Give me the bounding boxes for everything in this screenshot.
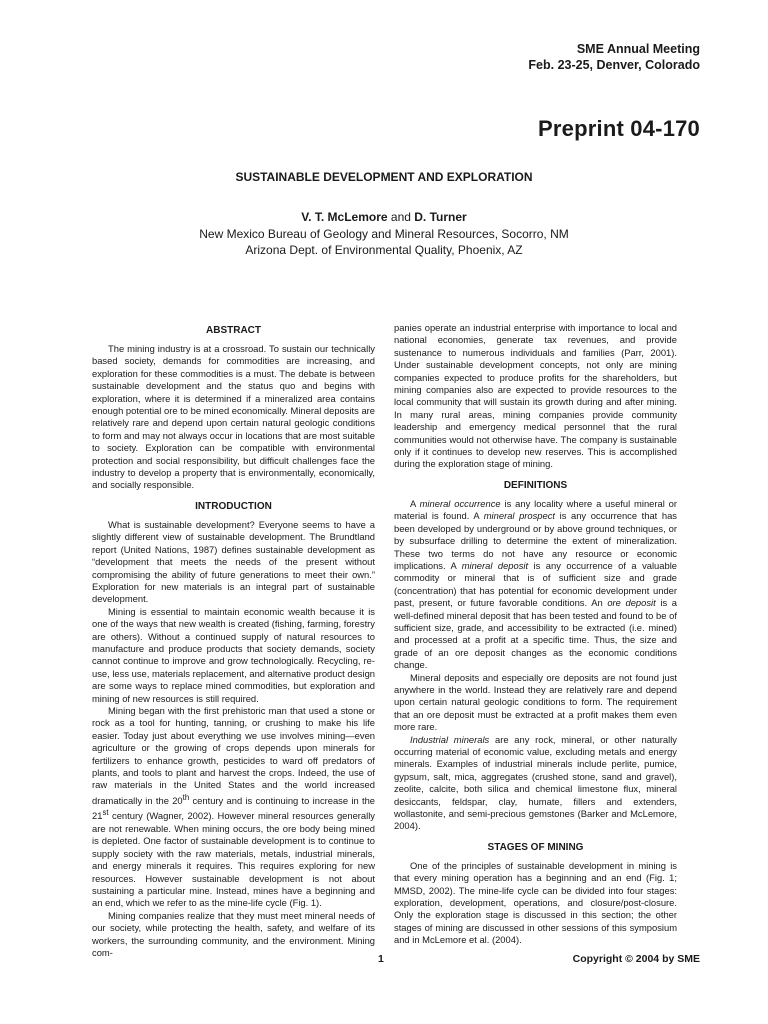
definitions-paragraph-1: [394, 498, 677, 672]
intro-continuation: panies operate an industrial enterprise with importance to local and national economies, generate tax revenues, and provide sustenance to numerous individuals and families (Parr, 2001). Under sustainable development concepts, not only are mining companies expected to produce profits for the shareholders, but mining companies also are expected to provide resources to the local community that will sustain its growth during and after mining. In many rural areas, mining companies provide community leadership and emergency medical personnel that the rural communities would not otherwise have. The company is sustainable only if it continues to develop new reserves. This is accomplished during the exploration stage of mining.: [394, 322, 677, 470]
intro-paragraph-2: Mining is essential to maintain economic wealth because it is one of the ways that new wealth is created (fishing, farming, forestry are others). Without a continued supply of natural resources to manufacture and produce products that society demands, society cannot continue to improve and grow technologically. Recycling, re-use, less use, materials replacement, and alternative product design are some ways to replace mined commodities, but exploration and mining of new resources is still required.: [92, 605, 375, 704]
author-conjunction: and: [390, 210, 411, 224]
right-column: [394, 322, 677, 947]
intro-p3-part-a: Mining began with the first prehistoric man that used a stone or rock as a tool for hunting, tanning, or crushing to make his life easier. Today just about everything we use involves mining—even agriculture or the growing of crops depends upon minerals for fertilizers to enhance growth, pesticides to ward off predators of plants, and tools to plant and harvest the crops. Indeed, the use of raw materials in the United States and the world increased dramatically in the 20: [92, 704, 375, 806]
superscript-st: st: [102, 808, 109, 818]
intro-paragraph-1: What is sustainable development? Everyone seems to have a slightly different view of sustainable development. The Brundtland report (United Nations, 1987) defines sustainable development as “development that meets the needs of the present without compromising the ability of future generations to meet their own.” Exploration for new materials is an integral part of sustainable development.: [92, 518, 375, 605]
superscript-th: th: [182, 792, 190, 802]
intro-paragraph-4: Mining companies realize that they must meet mineral needs of our society, while protecting the health, safety, and welfare of its workers, the surrounding community, and the environment. Mining com-: [92, 909, 375, 958]
def-text-e: is a well-defined mineral deposit that has been tested and found to be of sufficient size, grade, and accessibility to be extracted (i.e. mined) and processed at a profit at a specific time. Thus, the size and grade of an ore deposit changes as the economic conditions change.: [394, 597, 677, 671]
paper-title: SUSTAINABLE DEVELOPMENT AND EXPLORATION: [235, 170, 533, 184]
stages-paragraph-1: One of the principles of sustainable development in mining is that every mining operation has a beginning and an end (Fig. 1; MMSD, 2002). The mine-life cycle can be divided into four stages: exploration, development, operations, and closure/post-closure. Only the exploration stage is discussed in this section; the other stages of mining are discussed in other sessions of this symposium and in McLemore et al. (2004).: [394, 859, 677, 946]
stages-heading: STAGES OF MINING: [487, 841, 584, 853]
term-ore-deposit: ore deposit: [607, 597, 656, 609]
term-mineral-occurrence: mineral occurrence: [419, 497, 501, 509]
introduction-heading: INTRODUCTION: [195, 500, 272, 512]
term-mineral-prospect: mineral prospect: [483, 510, 556, 522]
author-block: [0, 209, 768, 259]
term-industrial-minerals: Industrial minerals: [410, 733, 490, 745]
meeting-date-location: Feb. 23-25, Denver, Colorado: [528, 57, 700, 72]
author-names: [0, 209, 768, 226]
def-text-a: A: [410, 497, 420, 509]
def-text-d: is any occurrence of a valuable commodity or mineral that is of sufficient size and grade (concentration) that has potential for economic development under past, present, or future favorable conditions. An: [394, 559, 677, 609]
affiliation-2: Arizona Dept. of Environmental Quality, Phoenix, AZ: [245, 243, 523, 257]
page-number: 1: [378, 953, 384, 965]
author-2: D. Turner: [414, 210, 467, 224]
definitions-heading: DEFINITIONS: [503, 479, 568, 491]
definitions-paragraph-2: Mineral deposits and especially ore deposits are not found just anywhere in the world. Instead they are relatively rare and depend upon certain natural geologic conditions to form. The requirement that an ore deposit must be extracted at a profit makes them even more rare.: [394, 671, 677, 733]
meeting-name: SME Annual Meeting: [576, 42, 700, 56]
affiliation-1: New Mexico Bureau of Geology and Mineral Resources, Socorro, NM: [199, 226, 569, 241]
abstract-text: The mining industry is at a crossroad. To sustain our technically based society, demands for commodities are increasing, and exploration for these commodities is a must. The debate is between sustainable development and the status quo and begins with exploration, where it is determined if a mineralized area contains enough potential ore to be mined economically. Mineral deposits are relatively rare and depend upon certain natural geologic conditions to form and may not always occur in locations that are most suitable to society. Exploration can be compatible with environmental protection and social responsibility, but difficult challenges face the industry to develop a property that is environmentally, economically, and socially responsible.: [92, 343, 375, 491]
meeting-info: [528, 42, 700, 73]
intro-paragraph-3: [92, 705, 375, 910]
left-column: [92, 322, 375, 959]
def-industrial-text: are any rock, mineral, or other naturally occurring material of economic value, excluding metals and energy minerals. Examples of industrial minerals include perlite, pumice, gypsum, salt, mica, aggregates (crushed stone, sand and gravel), zeolite, calcite, both silica and chemical limestone flux, mineral desiccants, feldspar, clay, humate, fillers and extenders, wollastonite, and semi-precious gemstones (Barker and McLemore, 2004).: [394, 733, 677, 832]
def-text-b: is any locality where a useful mineral or material is found. A: [394, 497, 678, 522]
preprint-number: Preprint 04-170: [538, 116, 700, 141]
intro-p3-part-c: century (Wagner, 2002). However mineral resources generally are not renewable. When mining occurs, the ore body being mined is depleted. One factor of sustainable development is to continue to supply society with the raw materials, metals, industrial minerals, and energy minerals it requires. This requires exploring for new resources. However sustainable development is not about sustaining a particular mine. Instead, mines have a beginning and an end, which we refer to as the mine-life cycle (Fig. 1).: [92, 810, 375, 909]
author-1: V. T. McLemore: [301, 210, 388, 224]
intro-p3-part-b: century and is continuing to increase in the 21: [92, 794, 375, 822]
abstract-heading: ABSTRACT: [206, 325, 261, 336]
definitions-paragraph-3: [394, 734, 677, 833]
def-text-c: is any occurrence that has been developed by underground or by above ground techniques, or by subsurface drilling to determine the extent of mineralization. These two terms do not have any resource or economic implications. A: [394, 510, 677, 571]
copyright-notice: Copyright © 2004 by SME: [572, 953, 700, 965]
term-mineral-deposit: mineral deposit: [461, 559, 529, 571]
